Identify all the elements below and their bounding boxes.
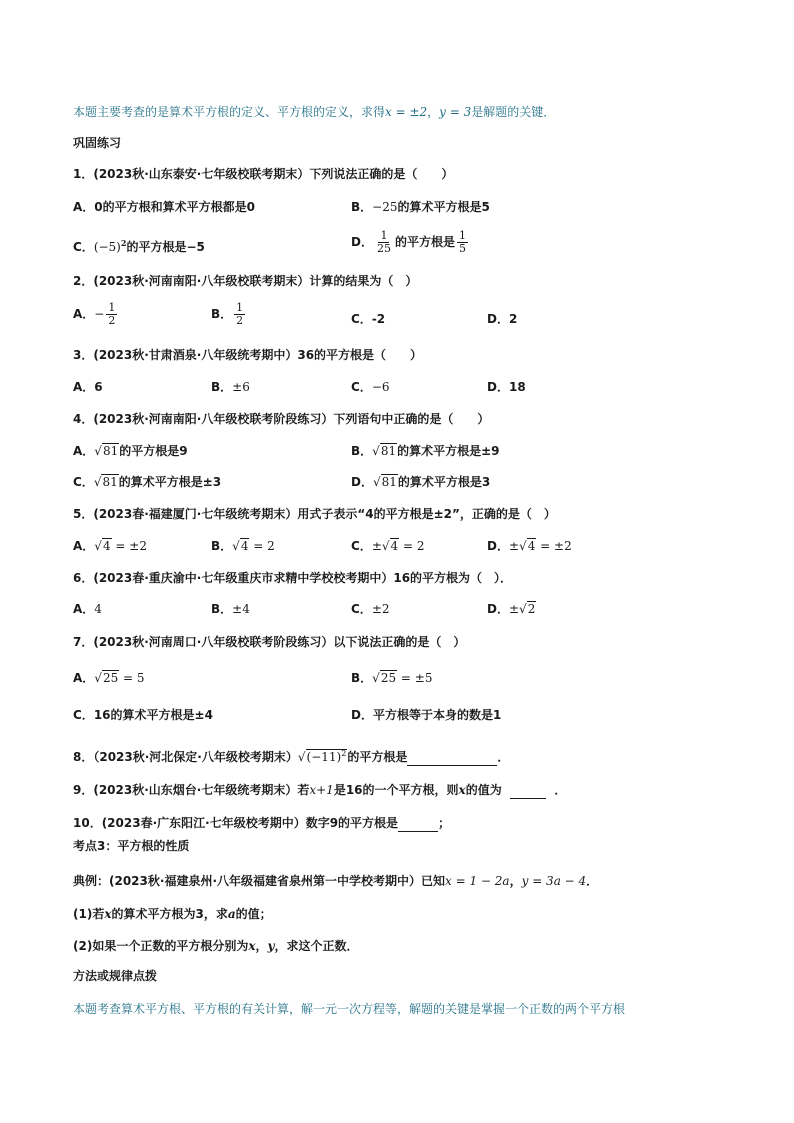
answer-blank[interactable] — [510, 784, 546, 799]
question-9-stem: 9．(2023秋·山东烟台·七年级统考期末）若 — [73, 783, 310, 797]
method-explanation: 本题考查算术平方根、平方根的有关计算，解一元一次方程等，解题的关键是掌握一个正数的两个平方根 — [73, 1002, 626, 1016]
section-heading-method: 方法或规律点拨 — [73, 969, 158, 983]
question-3-stem: 3．(2023秋·甘肃酒泉·八年级统考期中）36的平方根是（ ） — [73, 348, 423, 362]
option-text: -2 — [371, 312, 386, 326]
sqrt-expression: √25 — [372, 671, 397, 685]
fraction-denominator: 25 — [376, 242, 391, 255]
radicand: 4 — [390, 539, 399, 553]
option-text: 的平方根是 — [394, 235, 455, 249]
question-9 — [73, 781, 566, 799]
example-text: 典例：(2023秋·福建泉州·八年级福建省泉州第一中学校考期中）已知 — [73, 874, 446, 888]
sqrt-expression: √25 — [94, 671, 119, 685]
option-label: A． — [73, 200, 95, 214]
question-8-stem: 8．（2023秋·河北保定·八年级校考期末） — [73, 750, 298, 764]
question-1-stem: 1．(2023秋·山东泰安·七年级校联考期末）下列说法正确的是（ ） — [73, 167, 454, 181]
question-4-stem: 4．(2023秋·河南南阳·八年级校联考阶段练习）下列语句中正确的是（ ） — [73, 412, 490, 426]
option-math: = ±2 — [536, 539, 572, 553]
question-9-expr: x+1 — [309, 783, 334, 797]
option-text: 的算术平方根是±3 — [118, 475, 222, 489]
radicand: 81 — [102, 444, 119, 458]
option-math: ±4 — [232, 602, 250, 616]
option-label: A． — [73, 444, 95, 458]
sqrt-expression: $√(-11)^2$ — [297, 749, 347, 764]
question-10-end: ； — [438, 816, 451, 830]
section-heading-practice: 巩固练习 — [73, 136, 122, 150]
q2-option-c — [351, 310, 385, 328]
answer-blank[interactable] — [398, 817, 438, 832]
option-math: −6 — [371, 380, 390, 394]
option-text: 16的算术平方根是±4 — [93, 708, 213, 722]
option-label: A． — [73, 602, 95, 616]
option-label: B． — [211, 380, 233, 394]
option-text: 0的平方根和算术平方根都是0 — [94, 200, 255, 214]
option-text: 的算术平方根是±9 — [397, 444, 500, 458]
option-fraction — [375, 230, 393, 255]
part-1-var-a: a — [227, 907, 236, 921]
option-text: 的算术平方根是5 — [397, 200, 490, 214]
option-label: A． — [73, 380, 95, 394]
option-label: D． — [351, 708, 373, 722]
option-label: C． — [351, 380, 372, 394]
q4-option-d — [351, 473, 490, 491]
sqrt-expression: √2 — [519, 602, 536, 616]
radicand: 4 — [102, 539, 111, 553]
sqrt-expression: √81 — [93, 475, 118, 489]
q5-option-c — [351, 537, 425, 555]
option-sign: ± — [371, 539, 382, 553]
part-2-text-end: ，求这个正数． — [274, 939, 359, 953]
question-7-stem: 7．(2023秋·河南周口·八年级校联考阶段练习）以下说法正确的是（ ） — [73, 635, 466, 649]
sqrt-expression: √81 — [372, 475, 397, 489]
radicand — [306, 749, 348, 764]
option-math: −25 — [372, 200, 398, 214]
example-stem — [73, 872, 598, 890]
option-label: D． — [487, 539, 509, 553]
answer-blank[interactable] — [407, 751, 497, 766]
option-math: ±2 — [371, 602, 390, 616]
option-sign: ± — [508, 602, 520, 616]
part-1-text-end: 的值； — [235, 907, 272, 921]
option-math: = 2 — [249, 539, 275, 553]
q2-option-a — [73, 302, 119, 327]
question-6-stem: 6．(2023春·重庆渝中·七年级重庆市求精中学校校考期中）16的平方根为（ ）． — [73, 571, 513, 585]
option-label: D． — [351, 235, 373, 249]
q1-option-b — [351, 198, 490, 216]
option-label: D． — [487, 312, 509, 326]
option-text: 18 — [508, 380, 526, 394]
option-sign: − — [94, 307, 105, 321]
option-label: D． — [487, 380, 509, 394]
q2-option-b — [211, 302, 247, 327]
option-label: B． — [211, 307, 233, 321]
q4-option-c — [73, 473, 221, 491]
intro-text: 本题主要考查的是算术平方根的定义、平方根的定义，求得 — [73, 105, 386, 119]
option-math: = ±2 — [111, 539, 147, 553]
q6-option-d — [487, 600, 536, 618]
radicand: 81 — [102, 475, 118, 489]
option-math: = 5 — [119, 671, 145, 685]
part-2-text: (2)如果一个正数的平方根分别为 — [73, 939, 249, 953]
radicand: 25 — [380, 671, 397, 685]
q7-option-b — [351, 669, 432, 687]
example-end: ． — [586, 874, 599, 888]
radicand-base: (−11) — [306, 750, 342, 764]
question-10-stem: 10．(2023春·广东阳江·七年级校考期中）数字9的平方根是 — [73, 816, 399, 830]
option-sign: ± — [508, 539, 520, 553]
question-8-end: ． — [497, 750, 510, 764]
q5-option-d — [487, 537, 572, 555]
question-8-text: 的平方根是 — [347, 750, 408, 764]
q3-option-d — [487, 378, 526, 396]
option-fraction — [457, 230, 468, 255]
option-text: 2 — [508, 312, 518, 326]
radicand: 81 — [380, 444, 397, 458]
q1-option-a — [73, 198, 255, 216]
option-label: B． — [211, 602, 233, 616]
intro-line — [73, 103, 555, 121]
fraction-denominator: 2 — [236, 314, 244, 327]
sqrt-expression: √4 — [94, 539, 111, 553]
option-label: D． — [351, 475, 373, 489]
q3-option-c — [351, 378, 390, 396]
option-exponent: 2 — [120, 238, 127, 248]
option-math: = ±5 — [397, 671, 433, 685]
part-1-text: (1)若 — [73, 907, 105, 921]
radicand: 4 — [240, 539, 249, 553]
intro-sep: ， — [427, 105, 440, 119]
question-8 — [73, 745, 509, 766]
option-label: B． — [211, 539, 233, 553]
radicand: 2 — [527, 602, 536, 616]
example-part-1 — [73, 905, 272, 923]
sqrt-expression: √4 — [519, 539, 536, 553]
question-2-stem: 2．(2023秋·河南南阳·八年级校联考期末）计算的结果为（ ） — [73, 274, 418, 288]
part-1-var-x: x — [104, 907, 112, 921]
intro-expr-x: x = ±2 — [385, 105, 428, 119]
q2-option-d — [487, 310, 517, 328]
option-text: 6 — [94, 380, 103, 394]
q1-option-d — [351, 230, 470, 255]
q3-option-b — [211, 378, 250, 396]
sqrt-expression: √4 — [232, 539, 249, 553]
q4-option-b — [351, 442, 500, 460]
option-fraction — [106, 302, 117, 327]
option-label: A． — [73, 671, 95, 685]
example-expr-x: x = 1 − 2a — [445, 874, 510, 888]
option-label: B． — [351, 671, 373, 685]
option-text: 的平方根是−5 — [126, 240, 205, 254]
option-label: A． — [73, 539, 95, 553]
question-5-stem: 5．(2023春·福建厦门·七年级统考期末）用式子表示“4的平方根是±2”，正确的是（ ） — [73, 507, 556, 521]
option-label: B． — [351, 444, 373, 458]
option-label: C． — [351, 539, 372, 553]
q6-option-a — [73, 600, 102, 618]
intro-expr-y: y = 3 — [439, 105, 472, 119]
fraction-numerator: 1 — [380, 229, 388, 242]
option-label: A． — [73, 307, 95, 321]
option-text: 的平方根是9 — [119, 444, 188, 458]
option-math: = 2 — [399, 539, 425, 553]
q5-option-a — [73, 537, 147, 555]
part-2-sep: ， — [255, 939, 268, 953]
part-2-var-x: x — [248, 939, 256, 953]
option-math: 4 — [94, 602, 102, 616]
option-math: (−5) — [93, 240, 121, 254]
fraction-denominator: 5 — [458, 242, 466, 255]
q6-option-c — [351, 600, 390, 618]
sqrt-expression: √81 — [94, 444, 119, 458]
q7-option-a — [73, 669, 145, 687]
radicand: 4 — [527, 539, 536, 553]
fraction-numerator: 1 — [458, 229, 466, 242]
sqrt-expression: √4 — [381, 539, 399, 553]
radicand: 81 — [381, 475, 397, 489]
question-10 — [73, 814, 450, 832]
option-label: B． — [351, 200, 373, 214]
example-expr-y: y = 3a − 4 — [521, 874, 587, 888]
q6-option-b — [211, 600, 250, 618]
fraction-numerator: 1 — [108, 301, 116, 314]
question-9-text-end: 的值为 — [465, 783, 502, 797]
radicand: 25 — [102, 671, 119, 685]
question-9-end: ． — [554, 783, 567, 797]
question-9-text: 是16的一个平方根，则 — [333, 783, 459, 797]
option-text: 的算术平方根是3 — [397, 475, 491, 489]
option-fraction — [234, 302, 245, 327]
q5-option-b — [211, 537, 275, 555]
q1-option-c — [73, 234, 205, 256]
fraction-numerator: 1 — [236, 301, 244, 314]
option-label: C． — [351, 602, 372, 616]
q7-option-c — [73, 706, 213, 724]
example-part-2 — [73, 937, 359, 955]
section-heading-topic-3: 考点3：平方根的性质 — [73, 839, 190, 853]
q4-option-a — [73, 442, 188, 460]
option-math: ±6 — [232, 380, 250, 394]
part-1-text-mid: 的算术平方根为3，求 — [111, 907, 228, 921]
radicand-exponent: 2 — [341, 749, 347, 758]
option-label: C． — [73, 475, 94, 489]
q3-option-a — [73, 378, 103, 396]
sqrt-expression: √81 — [372, 444, 397, 458]
option-label: C． — [73, 240, 94, 254]
q7-option-d — [351, 706, 501, 724]
part-2-var-y: y — [267, 939, 275, 953]
option-label: C． — [351, 312, 372, 326]
option-label: D． — [487, 602, 509, 616]
question-9-var: x — [458, 783, 466, 797]
option-text: 平方根等于本身的数是1 — [372, 708, 502, 722]
fraction-denominator: 2 — [108, 314, 116, 327]
option-label: C． — [73, 708, 94, 722]
intro-text-end: 是解题的关键． — [471, 105, 556, 119]
example-sep: ， — [509, 874, 522, 888]
